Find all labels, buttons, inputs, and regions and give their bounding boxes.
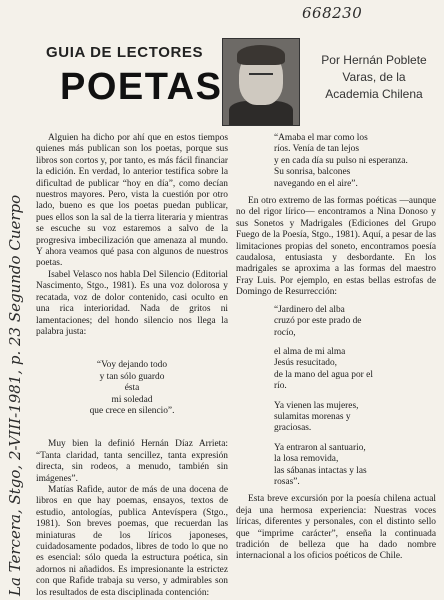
byline-line: Academia Chilena <box>325 87 423 101</box>
byline-line: Varas, de la <box>342 70 406 84</box>
paragraph: Matías Rafide, autor de más de una docena de libros en que hay poemas, ensayos, textos de estudio, antologías, publica Antevíspera (Stgo., 1981). Son breves poemas, que recuerdan las miniaturas de los líricos japoneses, cuidadosamente podados, libres de todo lo que no es esencial: sólo queda la estructura poética, sin adornos ni añadidos. Es impresionante la estrictez con que Rafide trabaja su verso, y admirables son los resultados de esta disciplinada contención: <box>36 484 228 598</box>
handwritten-margin <box>2 140 30 596</box>
poem-line: el alma de mi alma <box>274 346 346 357</box>
poem-line: y tan sólo guardo <box>99 371 165 382</box>
paragraph: En otro extremo de las formas poéticas —aunque no del rigor lírico— encontramos a Nina Donoso y sus Sonetos y Madrigales (Ediciones del Grupo Fuego de la Poesía, Stgo., 1981). Aquí, a pesar de las limitaciones propias del soneto, encontramos poesía caudalosa, entusiasta y desbordante. En los madrigales se aproxima a las formas del maestro Fray Luis. Por ejemplo, en estas bellas estrofas de Domingo de Resurrección: <box>236 196 436 298</box>
poem-line: Su sonrisa, balcones <box>274 167 351 178</box>
poem-line: Ya entraron al santuario, <box>274 442 366 453</box>
poem-excerpt <box>36 360 228 417</box>
paragraph: Muy bien la definió Hernán Díaz Arrieta: “Tanta claridad, tanta sencillez, tanta expresión directa, sin rodeos, a menudo, también sin imágenes”. <box>36 439 228 484</box>
author-portrait <box>222 38 300 126</box>
poem-line: “Jardinero del alba <box>274 304 345 315</box>
poem-line: “Amaba el mar como los <box>274 133 368 143</box>
paragraph: Isabel Velasco nos habla Del Silencio (Editorial Nascimento, Stgo., 1981). Es una voz dolorosa y recatada, voz de dolor contenido, casi oculto en una rica interioridad. Nada de gritos ni lamentaciones; del hondo silencio nos llega la palabra justa: <box>36 269 228 337</box>
byline-line: Por Hernán Poblete <box>321 53 427 67</box>
poem-line: que crece en silencio”. <box>89 405 175 416</box>
poem-line: ésta <box>124 383 140 394</box>
paragraph: Alguien ha dicho por ahí que en estos tiempos quienes más publican son los poetas, porque sus libros son cortos y, por tanto, es más fácil financiar la edición. En verdad, lo anterior testifica sobre la dificultad de publicar “hoy en día”, como decían nuestros mayores. Pero, vista la cuestión por otro lado, bueno es que los poetas puedan publicar, pues ellos son la sal de la tierra literaria y mientras se escuche su voz estaremos a salvo de la progresiva imbecilización que amenaza al mundo. Y ahora veamos qué pasa con algunos de nuestros poetas. <box>36 133 228 269</box>
poem-line: rocío, <box>274 327 296 338</box>
poem-line: navegando en el aire”. <box>274 178 358 189</box>
poem-line: río. <box>274 381 287 392</box>
poem-line: Ya vienen las mujeres, <box>274 400 359 411</box>
poem-excerpt <box>236 305 436 489</box>
byline <box>310 52 438 103</box>
poem-line: sulamitas morenas y <box>274 411 351 422</box>
poem-line: mi soledad <box>111 394 153 405</box>
poem-line: la losa removida, <box>274 454 339 465</box>
handwritten-margin-note: La Tercera, Stgo, 2-VIII-1981, p. 23 Segundo Cuerpo <box>6 194 24 596</box>
poem-line: de la mano del agua por el <box>274 369 373 380</box>
section-kicker: GUIA DE LECTORES <box>46 44 204 61</box>
poem-line: y en cada día su pulso ni esperanza. <box>274 155 408 166</box>
paragraph: Esta breve excursión por la poesía chilena actual deja una hermosa experiencia: Nuestras voces líricas, diferentes y personales, con el distinto sello que “imprime carácter”, enseña la continuada tradición de belleza que ha dado nombre internacional a los oficios poéticos de Chile. <box>236 494 436 562</box>
poem-line: Jesús resucitado, <box>274 358 338 369</box>
text-column-right <box>236 133 436 563</box>
handwritten-catalog-number: 668230 <box>302 4 363 22</box>
poem-line: las sábanas intactas y las <box>274 465 367 476</box>
poem-line: rosas”. <box>274 476 300 487</box>
poem-excerpt <box>236 133 436 190</box>
text-column-left <box>36 133 228 599</box>
poem-line: ríos. Venía de tan lejos <box>274 144 359 155</box>
article-title: POETAS <box>60 66 223 108</box>
poem-line: cruzó por este prado de <box>274 316 362 327</box>
poem-line: “Voy dejando todo <box>96 360 168 371</box>
poem-line: graciosas. <box>274 423 312 434</box>
